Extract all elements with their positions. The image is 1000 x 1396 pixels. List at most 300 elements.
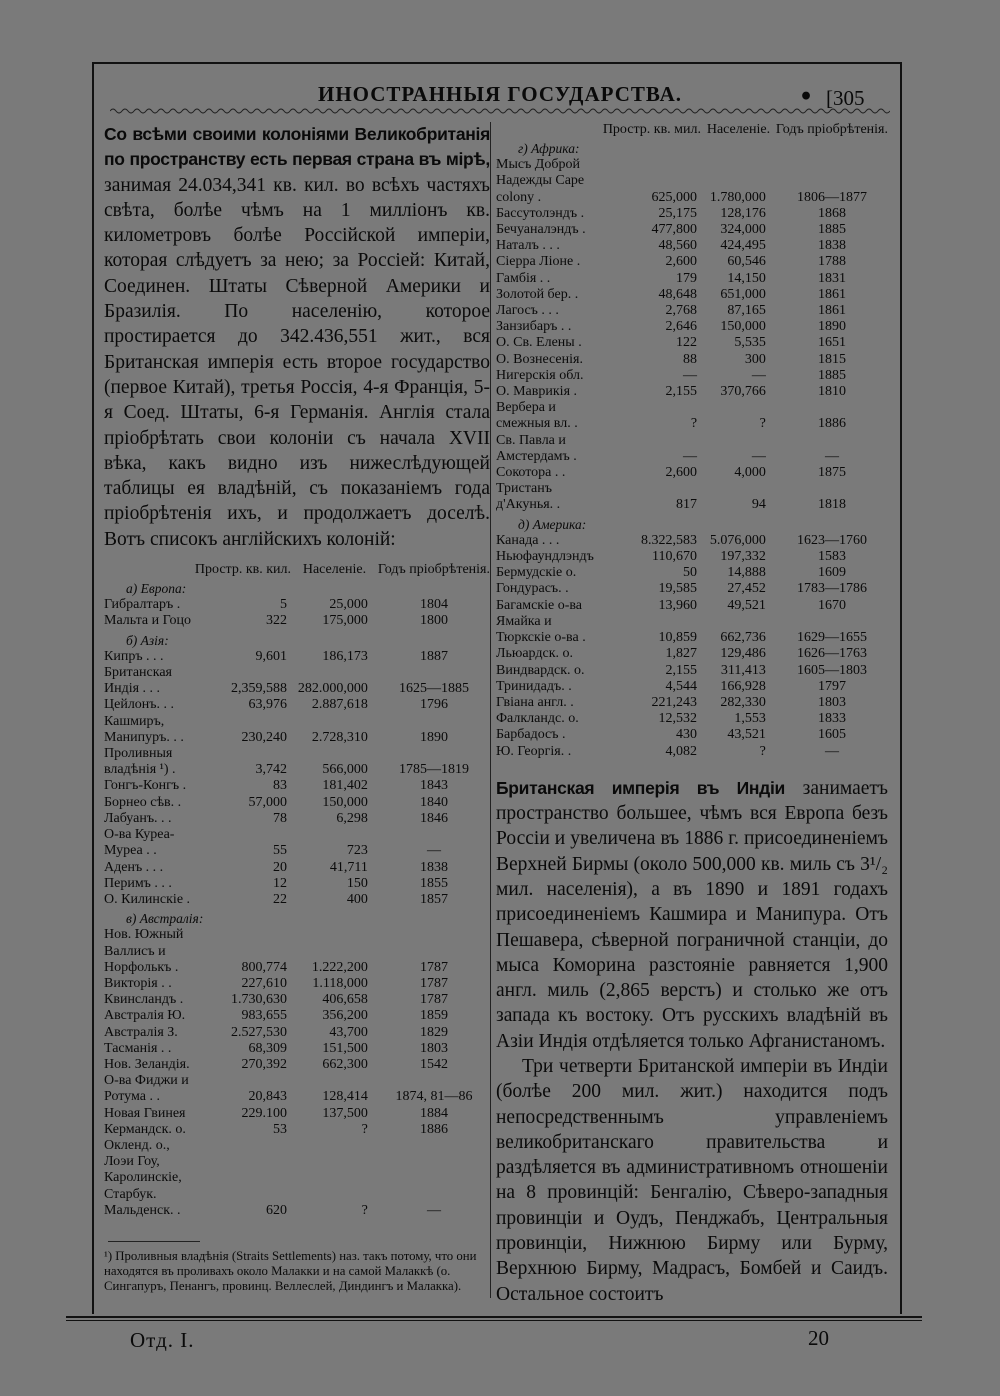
population-cell: 662,300 — [322, 1056, 368, 1072]
year-cell: 1815 — [817, 351, 846, 367]
area-cell: — — [683, 367, 698, 383]
colony-name: Тристанъ д'Акунья. . — [496, 481, 561, 513]
population-cell: 137,500 — [322, 1105, 368, 1121]
table-row — [496, 565, 888, 581]
population-cell: ? — [759, 416, 766, 432]
area-cell: 4,082 — [665, 743, 698, 759]
year-cell: 1875 — [817, 465, 846, 481]
year-cell: 1583 — [817, 549, 846, 565]
running-title: ИНОСТРАННЫЯ ГОСУДАРСТВА. — [317, 82, 683, 106]
population-cell: 370,766 — [720, 384, 766, 400]
page-mark: [305 — [826, 86, 865, 110]
year-cell: 1787 — [419, 959, 448, 975]
colony-name: Золотой бер. . — [496, 286, 579, 302]
colony-name: Виндвардск. о. — [496, 662, 585, 678]
population-cell: 4,000 — [734, 465, 766, 481]
area-cell: 322 — [266, 613, 288, 629]
colony-name: Проливныя владѣнія ¹) . — [104, 746, 176, 778]
colony-name: Занзибаръ . . — [496, 319, 572, 335]
table-row — [496, 727, 888, 743]
colony-name: Квинсландъ . — [104, 992, 184, 1008]
year-cell: — — [426, 843, 441, 859]
area-cell: 2.527,530 — [231, 1024, 288, 1040]
year-cell: 1800 — [419, 613, 448, 629]
population-cell: 175,000 — [322, 613, 368, 629]
area-cell: 2,646 — [665, 319, 698, 335]
year-cell: 1831 — [817, 270, 846, 286]
population-cell: — — [751, 367, 766, 383]
intro-paragraph — [104, 122, 490, 552]
year-cell: 1829 — [419, 1024, 448, 1040]
population-cell: 5.076,000 — [709, 532, 766, 548]
colony-name: Ньюфаундлэндъ — [496, 549, 594, 565]
colony-name: Австралія З. — [104, 1024, 178, 1040]
table-row — [496, 614, 888, 646]
table-row — [104, 976, 490, 992]
area-cell: 179 — [676, 270, 698, 286]
colony-name: Лабуанъ. . . — [104, 810, 172, 826]
table-header — [496, 122, 888, 138]
india-lead: Британская имперія въ Индіи — [496, 777, 785, 798]
area-cell: 2,155 — [665, 384, 698, 400]
year-cell: 1890 — [817, 319, 846, 335]
year-cell: 1843 — [419, 778, 448, 794]
year-cell: — — [824, 448, 839, 464]
table-row — [496, 400, 888, 432]
table-row — [496, 319, 888, 335]
population-cell: 151,500 — [322, 1040, 368, 1056]
population-cell: ? — [759, 743, 766, 759]
area-cell: 221,243 — [651, 694, 698, 710]
area-cell: 229.100 — [241, 1105, 288, 1121]
table-row — [104, 1106, 490, 1122]
table-row — [496, 744, 888, 760]
population-cell: 25,000 — [329, 597, 368, 613]
year-cell: 1626—1763 — [796, 646, 867, 662]
colony-name: Австралія Ю. — [104, 1008, 186, 1024]
table-row — [104, 649, 490, 665]
table-header — [104, 562, 490, 578]
area-cell: 20,843 — [248, 1089, 288, 1105]
table-row — [496, 598, 888, 614]
year-cell: 1887 — [419, 648, 448, 664]
header-population: Населеніе. — [302, 562, 367, 578]
year-cell: 1885 — [817, 367, 846, 383]
population-cell: 43,521 — [727, 727, 766, 743]
population-cell: 311,413 — [720, 662, 766, 678]
table-row — [104, 746, 490, 778]
area-cell: 800,774 — [241, 959, 288, 975]
year-cell: 1605—1803 — [796, 662, 867, 678]
colony-name: Лагосъ . . . — [496, 303, 559, 319]
colony-name: Фалкландс. о. — [496, 711, 579, 727]
area-cell: 2,155 — [665, 662, 698, 678]
table-row — [104, 778, 490, 794]
colony-name: Бечуаналэндъ . — [496, 222, 586, 238]
footnote: ¹) Проливныя владѣнія (Straits Settlements) наз. такъ потому, что они находятся въ проливахъ около Малакки и на самой Малаккѣ (о. Сингапуръ, Пенангъ, провинц. Веллеслей, Диндингъ и Малакка). — [104, 1248, 477, 1294]
table-row — [104, 827, 490, 859]
area-cell: 2,600 — [665, 254, 698, 270]
table-row — [104, 665, 490, 697]
area-cell: 1,827 — [665, 646, 698, 662]
colony-name: Тринидадъ. . — [496, 678, 572, 694]
year-cell: — — [824, 743, 839, 759]
colony-name: Мальта и Гоцо — [104, 613, 191, 629]
colony-name: Бассутолэндъ . — [496, 205, 585, 221]
colony-name: Наталъ . . . — [496, 238, 560, 254]
table-row — [104, 811, 490, 827]
year-cell: 1796 — [419, 697, 448, 713]
colony-name: Бермудскіе о. — [496, 565, 577, 581]
population-cell: 166,928 — [720, 678, 766, 694]
table-row — [104, 597, 490, 613]
area-cell: 83 — [273, 778, 288, 794]
colony-name: Гондурасъ. . — [496, 581, 569, 597]
area-cell: 68,309 — [248, 1040, 288, 1056]
colony-name: О-ва Куреа-Муреа . . — [104, 827, 175, 859]
year-cell: 1838 — [817, 238, 846, 254]
section-label: а) Европа: — [126, 581, 187, 597]
area-cell: 55 — [273, 843, 288, 859]
area-cell: 4,544 — [665, 678, 698, 694]
colony-name: О. Маврикія . — [496, 384, 578, 400]
year-cell: 1855 — [419, 875, 448, 891]
header-area: Простр. кв. кил. — [194, 562, 292, 578]
population-cell: 1.118,000 — [312, 975, 368, 991]
population-cell: 651,000 — [720, 286, 766, 302]
year-cell: 1846 — [419, 810, 448, 826]
table-row — [496, 384, 888, 400]
area-cell: 78 — [273, 810, 288, 826]
colony-name: Гвіана англ. . — [496, 694, 574, 710]
population-cell: 186,173 — [322, 648, 368, 664]
section-row — [496, 138, 888, 157]
colonies-table-left — [104, 562, 490, 1219]
colony-name: Тасманія . . — [104, 1040, 172, 1056]
table-row — [496, 679, 888, 695]
area-cell: 9,601 — [255, 648, 288, 664]
area-cell: 3,742 — [255, 762, 288, 778]
population-cell: 49,521 — [727, 597, 766, 613]
table-row — [496, 663, 888, 679]
area-cell: 20 — [273, 859, 288, 875]
year-cell: 1609 — [817, 565, 846, 581]
right-column — [496, 122, 888, 1307]
intro-text: занимая 24.034,341 кв. кил. во всѣхъ частяхъ свѣта, болѣе чѣмъ на 1 милліонъ кв. километровъ болѣе Россійской имперіи, которая слѣдуетъ за нею; за Россіей: Китай, Соединен. Штаты Сѣверной Америки и Бразилія. По населенію, которое простирается до 342.436,551 жит., вся Британская имперія есть второе государство (первое Китай), третья Россія, 4-я Франція, 5-я Соед. Штаты, 6-я Германія. Англія стала пріобрѣтать свои колоніи съ начала XVII вѣка, какъ видно изъ нижеслѣдующей таблицы ея владѣній, съ показаніемъ года пріобрѣтенія ихъ, и продолжаетъ доселѣ. Вотъ списокъ англійскихъ колоній: — [104, 174, 490, 550]
year-cell: 1818 — [817, 497, 846, 513]
population-cell: 128,414 — [322, 1089, 368, 1105]
population-cell: 300 — [744, 351, 766, 367]
intro-lead: Со всѣми своими колоніями Великобританія по пространству есть первая страна въ мірѣ, — [104, 124, 490, 170]
year-cell: 1651 — [817, 335, 846, 351]
table-row — [496, 206, 888, 222]
section-label: д) Америка: — [518, 516, 587, 532]
table-row — [104, 892, 490, 908]
table-row — [104, 795, 490, 811]
colony-name: Нигерскія обл. — [496, 367, 584, 383]
table-row — [496, 368, 888, 384]
year-cell: 1859 — [419, 1008, 448, 1024]
population-cell: 27,452 — [727, 581, 766, 597]
area-cell: 63,976 — [248, 697, 288, 713]
table-row — [496, 303, 888, 319]
colony-name: Окленд. о., Лоэи Гоу, Каролинскіе, Старбук. Мальденск. . — [104, 1137, 182, 1218]
year-cell: 1670 — [817, 597, 846, 613]
year-cell: 1838 — [419, 859, 448, 875]
year-cell: 1629—1655 — [796, 630, 867, 646]
population-cell: 150,000 — [322, 794, 368, 810]
india-paragraph — [496, 776, 888, 1054]
population-cell: 282.000,000 — [297, 681, 368, 697]
year-cell: 1605 — [817, 727, 846, 743]
table-row — [104, 876, 490, 892]
colony-name: Канада . . . — [496, 532, 560, 548]
area-cell: 48,648 — [658, 286, 698, 302]
table-row — [104, 1008, 490, 1024]
population-cell: 5,535 — [734, 335, 766, 351]
table-row — [104, 1122, 490, 1138]
colony-name: Перимъ . . . — [104, 875, 172, 891]
table-row — [496, 287, 888, 303]
population-cell: 400 — [346, 891, 368, 907]
year-cell: 1623—1760 — [796, 532, 867, 548]
colony-name: Багамскіе о-ва — [496, 597, 582, 613]
population-cell: 60,546 — [727, 254, 766, 270]
year-cell: 1810 — [817, 384, 846, 400]
area-cell: 625,000 — [651, 189, 698, 205]
population-cell: 282,330 — [720, 694, 766, 710]
table-row — [104, 1041, 490, 1057]
india-paragraph-2: Три четверти Британской имперіи въ Индіи (болѣе 200 мил. жит.) находится подъ непосредственнымъ управленіемъ великобританскаго правительства и раздѣляется въ административномъ отношеніи на 8 провинцій: Бенгалію, Сѣверо-западныя провинціи и Оудъ, Пенджабъ, Центральныя провинціи, Нижнюю Бирму или Бурму, Верхнюю Бирму, Мадрасъ, Бомбей и Саидъ. Остальное состоитъ — [496, 1055, 888, 1305]
area-cell: 22 — [273, 891, 288, 907]
column-divider — [490, 122, 491, 1298]
colony-name: Британская Индія . . . — [104, 665, 172, 697]
population-cell: 406,658 — [322, 992, 368, 1008]
table-row — [496, 335, 888, 351]
india-text: занимаетъ пространство большее, чѣмъ вся Европа безъ Россіи и увеличена въ 1886 г. присоединеніемъ Верхней Бирмы (около 500,000 кв. миль съ 3¹/₂ мил. населенія), а въ 1890 и 1891 годахъ присоединеніемъ Кашмира и Манипура. Отъ Пешавера, сѣверной пограничной станціи, до мыса Коморина разстояніе равняется 1,900 англ. миль (2,865 верстъ) и столько же отъ запада къ востоку. Отъ русскихъ владѣній въ Азіи Индія отдѣляется только Афганистаномъ. — [496, 777, 888, 1052]
area-cell: 2,768 — [665, 303, 698, 319]
area-cell: 2,359,588 — [231, 681, 288, 697]
year-cell: 1861 — [817, 286, 846, 302]
table-row — [496, 352, 888, 368]
colony-name: Ямайка и Тюркскіе о-ва . — [496, 613, 586, 646]
year-cell: 1886 — [419, 1121, 448, 1137]
year-cell: 1625—1885 — [398, 681, 469, 697]
colony-name: Гибралтаръ . — [104, 597, 181, 613]
colony-name: Цейлонъ. . . — [104, 697, 175, 713]
area-cell: 620 — [266, 1202, 288, 1218]
area-cell: 230,240 — [241, 729, 288, 745]
table-row — [104, 1138, 490, 1219]
table-row — [496, 465, 888, 481]
table-row — [496, 222, 888, 238]
table-row — [496, 533, 888, 549]
population-cell: 41,711 — [329, 859, 368, 875]
area-cell: 2,600 — [665, 465, 698, 481]
header-year: Годъ пріобрѣтенія. — [775, 122, 888, 137]
population-cell: 14,888 — [727, 565, 766, 581]
header-year: Годъ пріобрѣтенія. — [377, 562, 490, 578]
population-cell: 566,000 — [322, 762, 368, 778]
population-cell: 2.728,310 — [311, 729, 368, 745]
population-cell: 662,736 — [720, 630, 766, 646]
table-row — [496, 238, 888, 254]
colony-name: Сіерра Ліоне . — [496, 254, 581, 270]
area-cell: 88 — [683, 351, 698, 367]
year-cell: 1785—1819 — [398, 762, 469, 778]
population-cell: 1.780,000 — [709, 189, 766, 205]
year-cell: 1787 — [419, 992, 448, 1008]
colony-name: Гонгъ-Конгъ . — [104, 778, 187, 794]
year-cell: 1874, 81—86 — [395, 1089, 473, 1105]
page-number: 20 — [808, 1326, 829, 1350]
table-row — [104, 1057, 490, 1073]
population-cell: 424,495 — [720, 238, 766, 254]
section-label: б) Азія: — [126, 632, 169, 648]
area-cell: 122 — [676, 335, 698, 351]
colony-name: Нов. Зеландія. — [104, 1056, 190, 1072]
colony-name: Нов. Южный Валлисъ и Норфолькъ . — [104, 927, 184, 975]
population-cell: 150 — [346, 875, 368, 891]
colony-name: Кипръ . . . — [104, 648, 164, 664]
table-row — [496, 433, 888, 465]
area-cell: 477,800 — [651, 222, 698, 238]
year-cell: 1885 — [817, 222, 846, 238]
area-cell: 270,392 — [241, 1056, 288, 1072]
wavy-rule — [110, 106, 890, 116]
population-cell: 14,150 — [727, 270, 766, 286]
population-cell: 2.887,618 — [311, 697, 368, 713]
population-cell: 43,700 — [329, 1024, 368, 1040]
table-row — [496, 254, 888, 270]
colony-name: Мысъ Доброй Надежды Саре colony . — [496, 157, 585, 205]
colony-name: Борнео сѣв. . — [104, 794, 182, 810]
area-cell: 48,560 — [658, 238, 698, 254]
year-cell: 1787 — [419, 975, 448, 991]
year-cell: 1788 — [817, 254, 846, 270]
colony-name: Сокотора . . — [496, 465, 566, 481]
table-row — [496, 157, 888, 206]
year-cell: — — [426, 1202, 441, 1218]
colonies-table-right — [496, 122, 888, 760]
header-area: Простр. кв. мил. — [602, 122, 702, 137]
colony-name: Викторія . . — [104, 975, 172, 991]
table-row — [496, 481, 888, 513]
area-cell: 8.322,583 — [641, 532, 698, 548]
population-cell: 87,165 — [727, 303, 766, 319]
population-cell: 197,332 — [720, 549, 766, 565]
area-cell: 25,175 — [658, 205, 698, 221]
area-cell: 983,655 — [241, 1008, 288, 1024]
area-cell: 817 — [676, 497, 698, 513]
footnote-rule — [108, 1241, 200, 1242]
section-label: Отд. I. — [130, 1328, 195, 1352]
table-row — [496, 271, 888, 287]
year-cell: 1840 — [419, 794, 448, 810]
section-label: г) Африка: — [518, 141, 580, 156]
area-cell: 10,859 — [658, 630, 698, 646]
colony-name: Гамбія . . — [496, 270, 551, 286]
colony-name: Новая Гвинея — [104, 1105, 186, 1121]
year-cell: 1803 — [817, 694, 846, 710]
colony-name: Ю. Георгія. . — [496, 743, 572, 759]
year-cell: 1886 — [817, 416, 846, 432]
table-row — [104, 697, 490, 713]
colony-name: О. Килинскіе . — [104, 891, 191, 907]
area-cell: 430 — [676, 727, 698, 743]
left-column — [104, 122, 490, 1295]
header-population: Населеніе. — [706, 122, 771, 137]
section-label: в) Австралія: — [126, 911, 204, 927]
area-cell: 1.730,630 — [231, 992, 288, 1008]
area-cell: 19,585 — [658, 581, 698, 597]
year-cell: 1806—1877 — [796, 189, 867, 205]
population-cell: 723 — [346, 843, 368, 859]
table-row — [104, 927, 490, 976]
area-cell: 50 — [683, 565, 698, 581]
year-cell: 1861 — [817, 303, 846, 319]
year-cell: 1833 — [817, 711, 846, 727]
colony-name: Кермандск. о. — [104, 1121, 186, 1137]
bottom-rule-thin — [66, 1320, 922, 1321]
colony-name: Барбадосъ . — [496, 727, 566, 743]
year-cell: 1542 — [419, 1056, 448, 1072]
area-cell: 53 — [273, 1121, 288, 1137]
year-cell: 1803 — [419, 1040, 448, 1056]
year-cell: 1857 — [419, 891, 448, 907]
colony-name: О. Вознесенія. — [496, 351, 583, 367]
year-cell: 1804 — [419, 597, 448, 613]
population-cell: — — [751, 448, 766, 464]
colony-name: Аденъ . . . — [104, 859, 164, 875]
area-cell: 57,000 — [248, 794, 288, 810]
table-row — [496, 549, 888, 565]
table-row — [496, 695, 888, 711]
table-row — [104, 613, 490, 629]
table-row — [104, 1073, 490, 1105]
bottom-rule — [66, 1316, 922, 1318]
colony-name: Кашмиръ, Манипуръ. . . — [104, 713, 184, 745]
population-cell: 94 — [751, 497, 766, 513]
year-cell: 1890 — [419, 729, 448, 745]
area-cell: 110,670 — [652, 549, 698, 565]
population-cell: 324,000 — [720, 222, 766, 238]
colony-name: Вербера и смежныя вл. . — [496, 400, 578, 432]
population-cell: ? — [361, 1121, 368, 1137]
table-row — [104, 714, 490, 746]
colony-name: О-ва Фиджи и Ротума . . — [104, 1073, 189, 1105]
population-cell: 128,176 — [720, 205, 766, 221]
area-cell: 5 — [280, 597, 288, 613]
section-row — [496, 514, 888, 533]
area-cell: 12,532 — [658, 711, 698, 727]
population-cell: 6,298 — [336, 810, 368, 826]
population-cell: 150,000 — [720, 319, 766, 335]
area-cell: 12 — [273, 875, 288, 891]
population-cell: 356,200 — [322, 1008, 368, 1024]
table-row — [104, 992, 490, 1008]
section-row — [104, 578, 490, 597]
area-cell: 227,610 — [241, 975, 288, 991]
population-cell: 181,402 — [322, 778, 368, 794]
area-cell: ? — [690, 416, 698, 432]
colony-name: О. Св. Елены . — [496, 335, 582, 351]
year-cell: 1797 — [817, 678, 846, 694]
year-cell: 1868 — [817, 205, 846, 221]
colony-name: Льюардск. о. — [496, 646, 574, 662]
population-cell: ? — [361, 1202, 368, 1218]
area-cell: — — [683, 448, 698, 464]
